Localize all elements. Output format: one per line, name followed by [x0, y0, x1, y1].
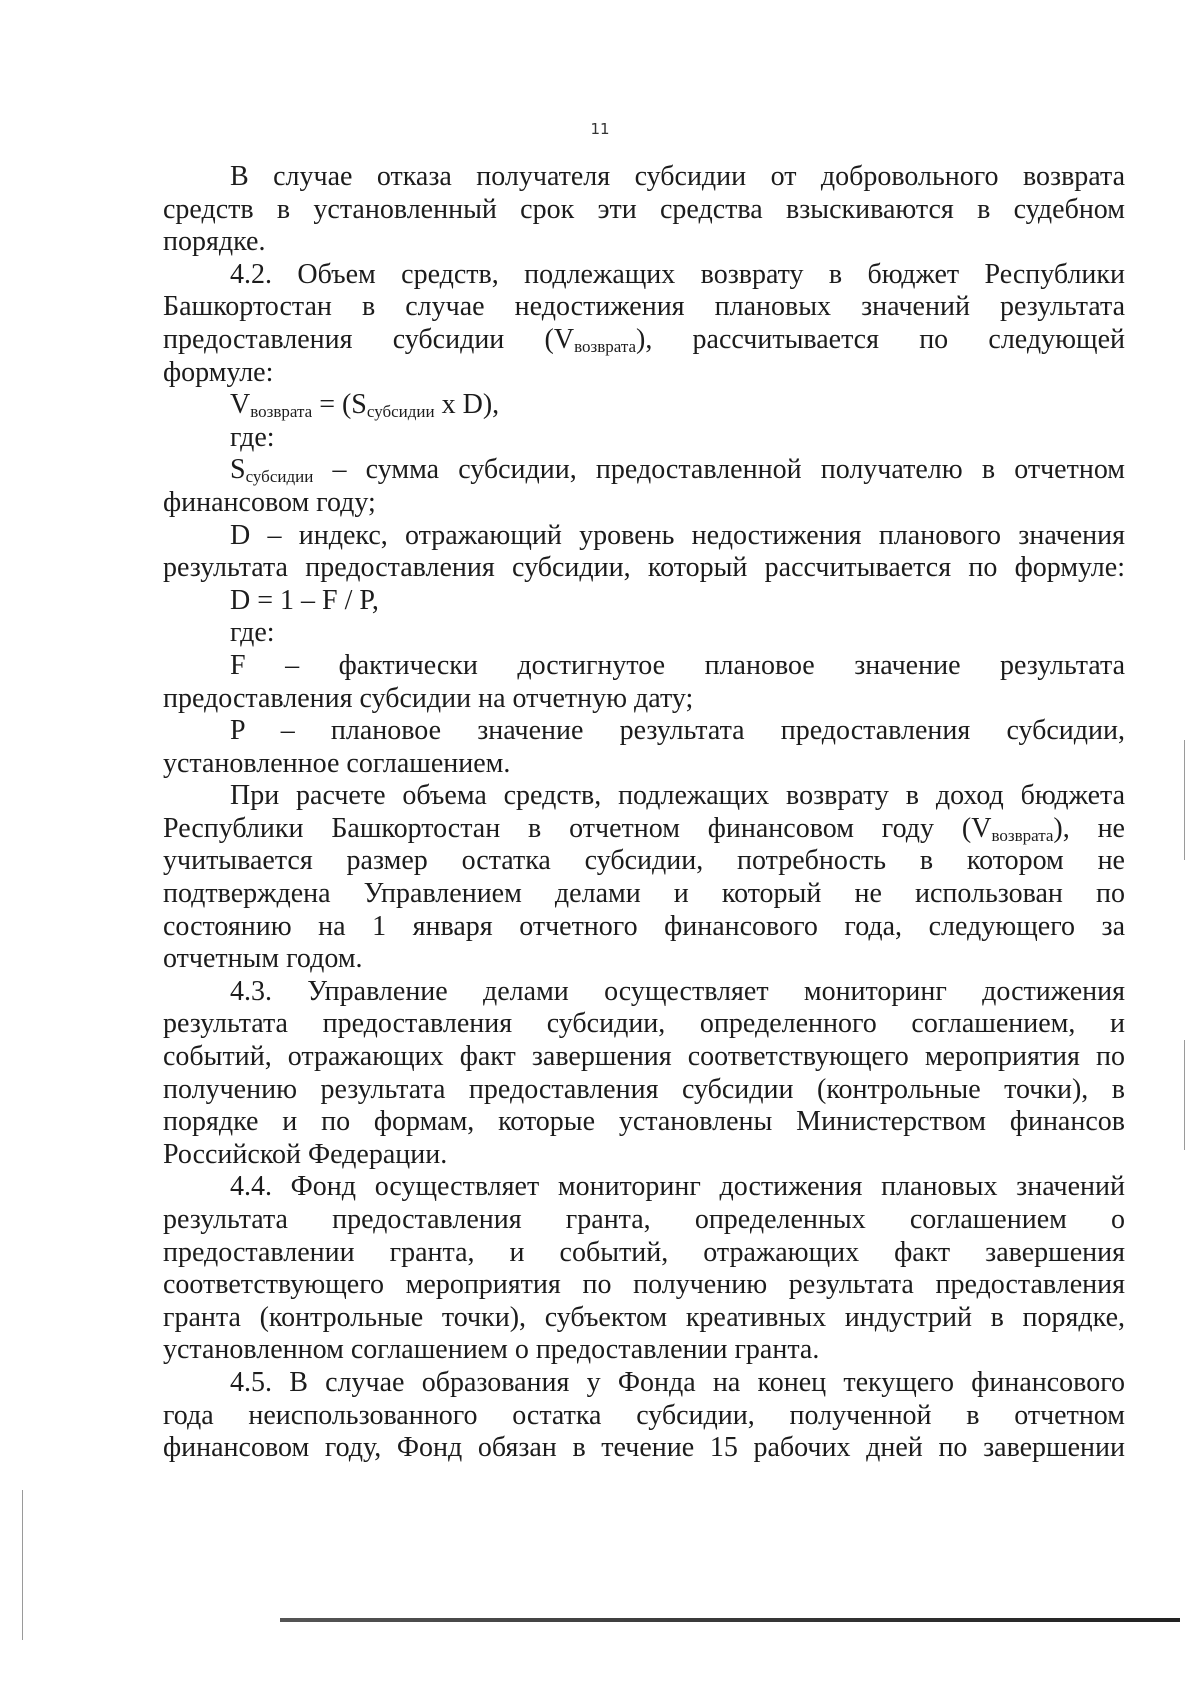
- text-line: 4.4. Фонд осуществляет мониторинг достижения плановых значений: [230, 1171, 1125, 1203]
- text-line: соответствующего мероприятия по получению результата предоставления: [163, 1269, 1125, 1301]
- text-line: финансовом году, Фонд обязан в течение 15 рабочих дней по завершении: [163, 1432, 1125, 1464]
- text-line: результата предоставления субсидии, определенного соглашением, и: [163, 1008, 1125, 1040]
- text-line: получению результата предоставления субсидии (контрольные точки), в: [163, 1073, 1125, 1105]
- text-line: порядке.: [163, 226, 266, 258]
- text-line: года неиспользованного остатка субсидии, полученной в отчетном: [163, 1399, 1125, 1431]
- text-line: результата предоставления гранта, определенных соглашением о: [163, 1204, 1125, 1235]
- formula-d: D = 1 – F / P,: [230, 584, 379, 616]
- text-line: 4.5. В случае образования у Фонда на конец текущего финансового: [230, 1366, 1125, 1398]
- text-line: Башкортостан в случае недостижения плановых значений результата: [163, 291, 1125, 323]
- scan-margin-mark: [1184, 740, 1185, 860]
- page-number: 11: [590, 120, 610, 138]
- text-line: финансовом году;: [163, 486, 376, 518]
- text-line: средств в установленный срок эти средства взыскиваются в судебном: [163, 193, 1125, 225]
- text-line: подтверждена Управлением делами и который не использован по: [163, 878, 1125, 910]
- text-line: 4.2. Объем средств, подлежащих возврату в бюджет Республики: [230, 258, 1125, 290]
- text-line: гранта (контрольные точки), субъектом креативных индустрий в порядке,: [163, 1301, 1125, 1333]
- text-line: порядке и по формам, которые установлены Министерством финансов: [163, 1106, 1125, 1138]
- text-line: состоянию на 1 января отчетного финансового года, следующего за: [163, 910, 1125, 942]
- text-line: предоставлении гранта, и событий, отражающих факт завершения: [163, 1236, 1125, 1268]
- text-line: Республики Башкортостан в отчетном финансовом году $(V_{возврата})$, не: [163, 812, 1125, 845]
- text-line: 4.3. Управление делами осуществляет мониторинг достижения: [230, 975, 1125, 1007]
- text-line: При расчете объема средств, подлежащих возврату в доход бюджета: [230, 780, 1125, 812]
- text-line: установленное соглашением.: [163, 747, 511, 779]
- text-line: событий, отражающих факт завершения соответствующего мероприятия по: [163, 1041, 1125, 1073]
- text-line: P – плановое значение результата предоставления субсидии,: [230, 715, 1125, 747]
- document-body: [163, 161, 1125, 1465]
- scan-margin-mark: [22, 1490, 23, 1640]
- text-line: результата предоставления субсидии, который рассчитывается по формуле:: [163, 552, 1125, 584]
- text-line: где:: [230, 617, 275, 649]
- text-line: F – фактически достигнутое плановое значение результата: [230, 649, 1125, 681]
- text-line: где:: [230, 421, 275, 453]
- text-line: В случае отказа получателя субсидии от добровольного возврата: [230, 161, 1125, 192]
- formula-v-return: $V_{возврата} = (S_{субсидии}$ x D),: [230, 389, 500, 422]
- text-line: предоставления субсидии на отчетную дату;: [163, 682, 694, 714]
- text-line: установленном соглашением о предоставлении гранта.: [163, 1334, 820, 1366]
- text-line: Российской Федерации.: [163, 1138, 448, 1170]
- scan-margin-mark: [1184, 1040, 1185, 1150]
- text-line: предоставления субсидии $(V_{возврата})$, рассчитывается по следующей: [163, 323, 1125, 356]
- text-line: отчетным годом.: [163, 943, 363, 975]
- scan-bottom-edge-line: [280, 1618, 1180, 1622]
- text-line: D – индекс, отражающий уровень недостижения планового значения: [230, 519, 1125, 551]
- text-line: $S_{субсидии}$ – сумма субсидии, предоставленной получателю в отчетном: [230, 454, 1125, 487]
- text-line: формуле:: [163, 356, 274, 388]
- text-line: учитывается размер остатка субсидии, потребность в котором не: [163, 845, 1125, 877]
